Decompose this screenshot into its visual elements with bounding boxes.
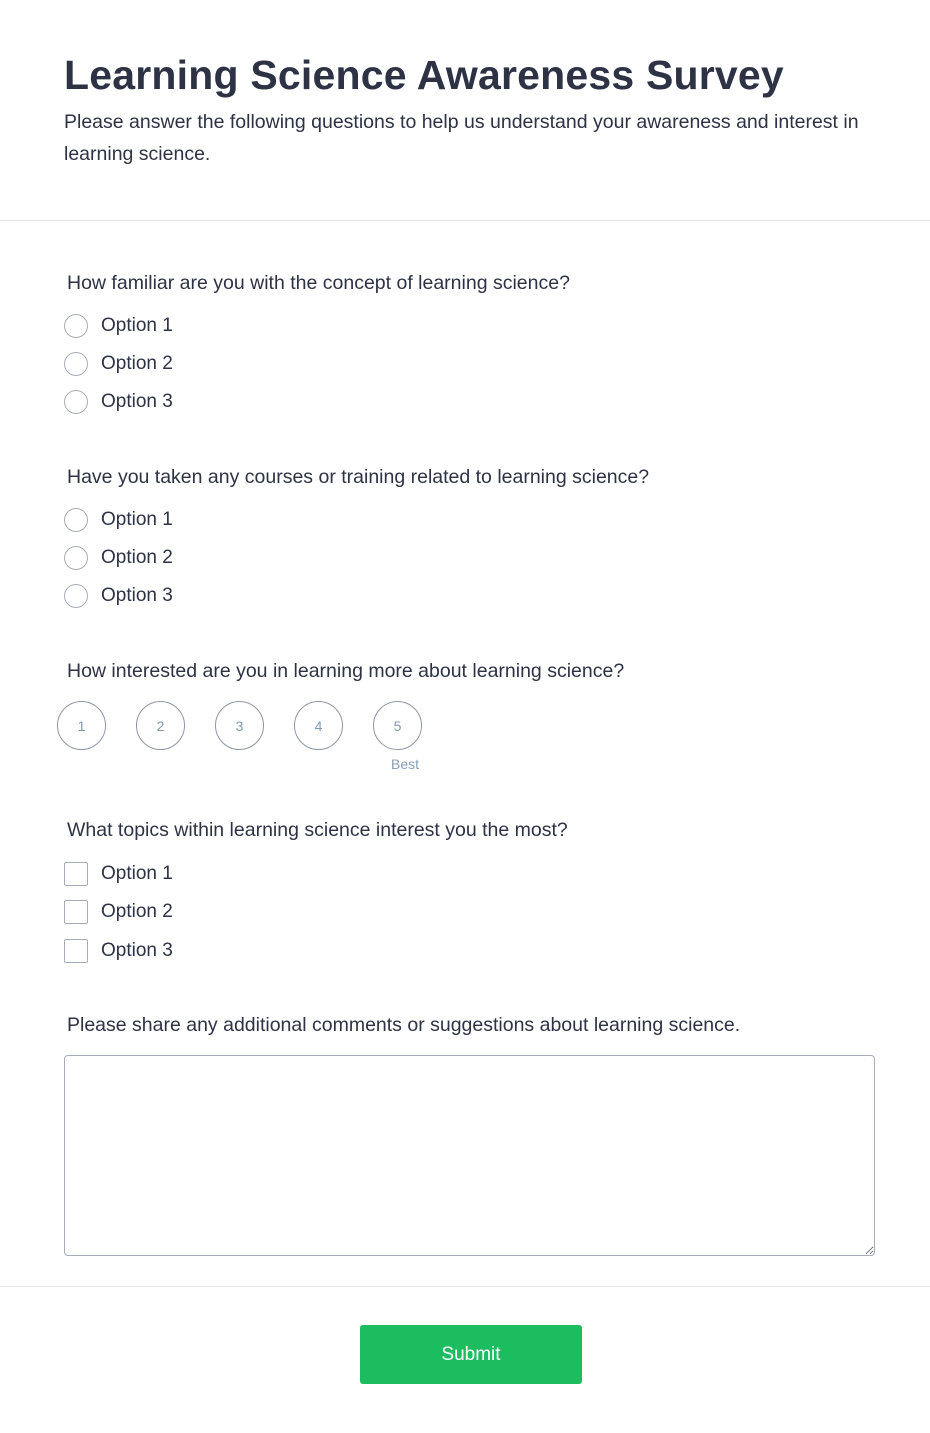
page-subtitle: Please answer the following questions to help us understand your awareness and interest in learning science.	[64, 111, 859, 165]
question-4-label: What topics within learning science interest you the most?	[67, 819, 568, 841]
radio-button[interactable]	[64, 584, 88, 608]
q4-option-2[interactable]	[64, 899, 173, 925]
radio-button[interactable]	[64, 390, 88, 414]
comments-textarea[interactable]	[64, 1055, 875, 1256]
q1-option-2[interactable]	[64, 351, 173, 377]
scale-option-5[interactable]: 5	[373, 701, 422, 750]
question-3-label: How interested are you in learning more about learning science?	[67, 660, 625, 682]
option-label: Option 3	[101, 585, 173, 606]
option-label: Option 3	[101, 391, 173, 412]
question-5-label: Please share any additional comments or suggestions about learning science.	[67, 1014, 741, 1036]
radio-button[interactable]	[64, 546, 88, 570]
q1-option-1[interactable]	[64, 313, 173, 339]
divider	[0, 220, 930, 221]
q2-option-3[interactable]	[64, 583, 173, 609]
option-label: Option 2	[101, 547, 173, 568]
scale-option-4[interactable]: 4	[294, 701, 343, 750]
q2-option-1[interactable]	[64, 507, 173, 533]
option-label: Option 2	[101, 353, 173, 374]
option-label: Option 1	[101, 509, 173, 530]
submit-button[interactable]: Submit	[360, 1325, 582, 1384]
divider	[0, 1286, 930, 1287]
q1-option-3[interactable]	[64, 389, 173, 415]
checkbox[interactable]	[64, 939, 88, 963]
page-title: Learning Science Awareness Survey	[64, 52, 784, 98]
radio-button[interactable]	[64, 508, 88, 532]
radio-button[interactable]	[64, 352, 88, 376]
checkbox[interactable]	[64, 862, 88, 886]
radio-button[interactable]	[64, 314, 88, 338]
q4-option-3[interactable]	[64, 938, 173, 964]
q2-option-2[interactable]	[64, 545, 173, 571]
scale-option-3[interactable]: 3	[215, 701, 264, 750]
scale-max-label: Best	[391, 756, 420, 772]
option-label: Option 2	[101, 901, 173, 922]
option-label: Option 3	[101, 940, 173, 961]
q4-option-1[interactable]	[64, 861, 173, 887]
scale-option-2[interactable]: 2	[136, 701, 185, 750]
question-1-label: How familiar are you with the concept of learning science?	[67, 272, 570, 294]
scale-option-1[interactable]: 1	[57, 701, 106, 750]
checkbox[interactable]	[64, 900, 88, 924]
option-label: Option 1	[101, 315, 173, 336]
question-2-label: Have you taken any courses or training related to learning science?	[67, 466, 650, 488]
option-label: Option 1	[101, 863, 173, 884]
